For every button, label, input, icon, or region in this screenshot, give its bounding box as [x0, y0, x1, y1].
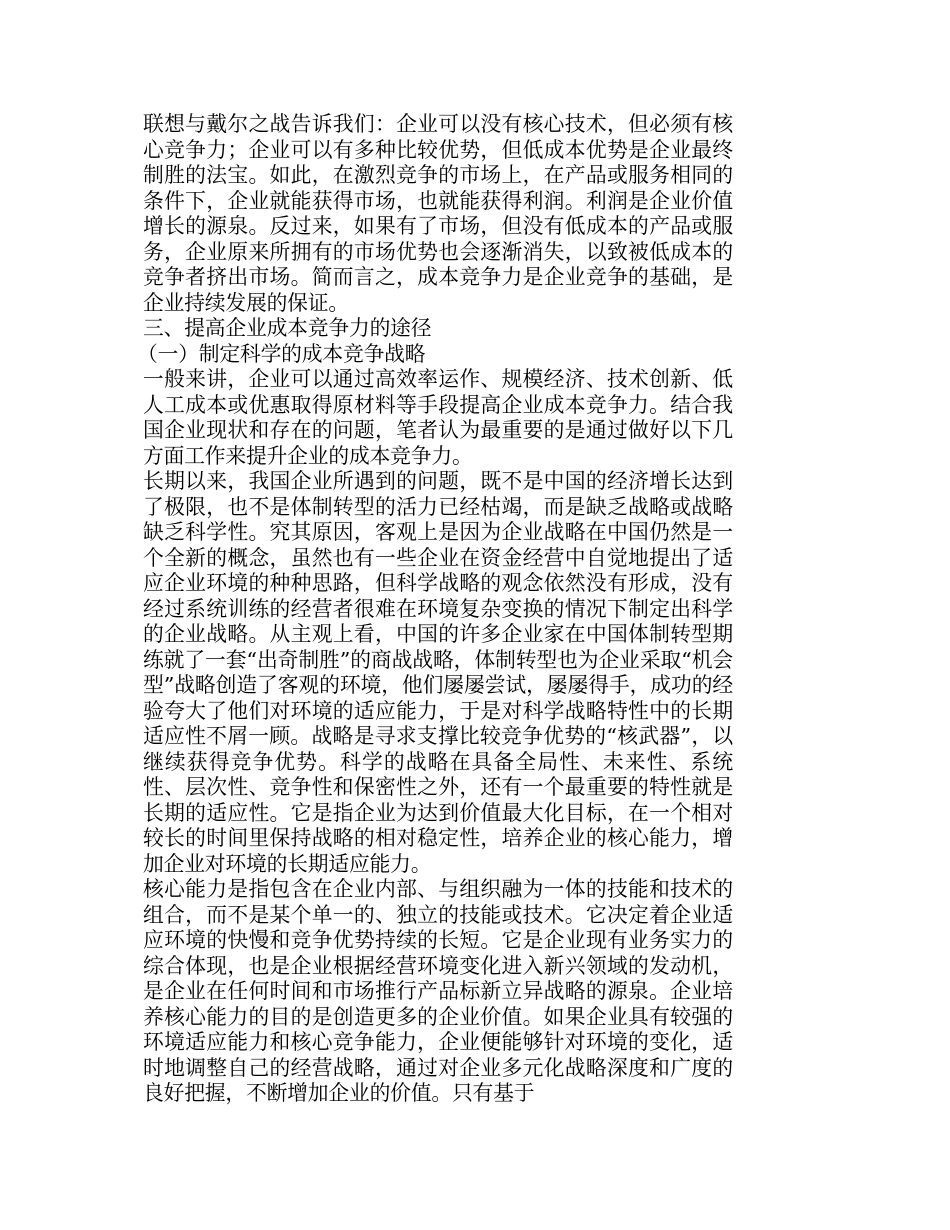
document-body — [137, 112, 733, 1107]
paragraph-core-competence: 核心能力是指包含在企业内部、与组织融为一体的技能和技术的组合，而不是某个单一的、独立的技能或技术。它决定着企业适应环境的快慢和竞争优势持续的长短。它是企业现有业务实力的综合体现，也是企业根据经营环境变化进入新兴领域的发动机，是企业在任何时间和市场推行产品标新立异战略的源泉。企业培养核心能力的目的是创造更多的企业价值。如果企业具有较强的环境适应能力和核心竞争能力，企业便能够针对环境的变化，适时地调整自己的经营战略，通过对企业多元化战略深度和广度的良好把握，不断增加企业的价值。只有基于 — [143, 877, 733, 1105]
subsection-heading: （一）制定科学的成本竞争战略 — [137, 341, 426, 366]
paragraph-methods: 一般来讲，企业可以通过高效率运作、规模经济、技术创新、低人工成本或优惠取得原材料等手段提高企业成本竞争力。结合我国企业现状和存在的问题，笔者认为最重要的是通过做好以下几方面工作来提升企业的成本竞争力。 — [143, 367, 733, 468]
paragraph-intro: 联想与戴尔之战告诉我们：企业可以没有核心技术，但必须有核心竞争力；企业可以有多种比较优势，但低成本优势是企业最终制胜的法宝。如此，在激烈竞争的市场上，在产品或服务相同的条件下，企业就能获得市场，也就能获得利润。利润是企业价值增长的源泉。反过来，如果有了市场，但没有低成本的产品或服务，企业原来所拥有的市场优势也会逐渐消失，以致被低成本的竞争者挤出市场。简而言之，成本竞争力是企业竞争的基础，是企业持续发展的保证。 — [143, 112, 733, 315]
paragraph-strategy: 长期以来，我国企业所遇到的问题，既不是中国的经济增长达到了极限，也不是体制转型的活力已经枯竭，而是缺乏战略或战略缺乏科学性。究其原因，客观上是因为企业战略在中国仍然是一个全新的概念，虽然也有一些企业在资金经营中自觉地提出了适应企业环境的种种思路，但科学战略的观念依然没有形成，没有经过系统训练的经营者很难在环境复杂变换的情况下制定出科学的企业战略。从主观上看，中国的许多企业家在中国体制转型期练就了一套“出奇制胜”的商战战略，体制转型也为企业采取“机会型”战略创造了客观的环境，他们屡屡尝试，屡屡得手，成功的经验夸大了他们对环境的适应能力，于是对科学战略特性中的长期适应性不屑一顾。战略是寻求支撑比较竞争优势的“核武器”，以继续获得竞争优势。科学的战略在具备全局性、未来性、系统性、层次性、竞争性和保密性之外，还有一个最重要的特性就是长期的适应性。它是指企业为达到价值最大化目标，在一个相对较长的时间里保持战略的相对稳定性，培养企业的核心能力，增加企业对环境的长期适应能力。 — [143, 469, 733, 876]
section-heading: 三、提高企业成本竞争力的途径 — [143, 316, 432, 340]
